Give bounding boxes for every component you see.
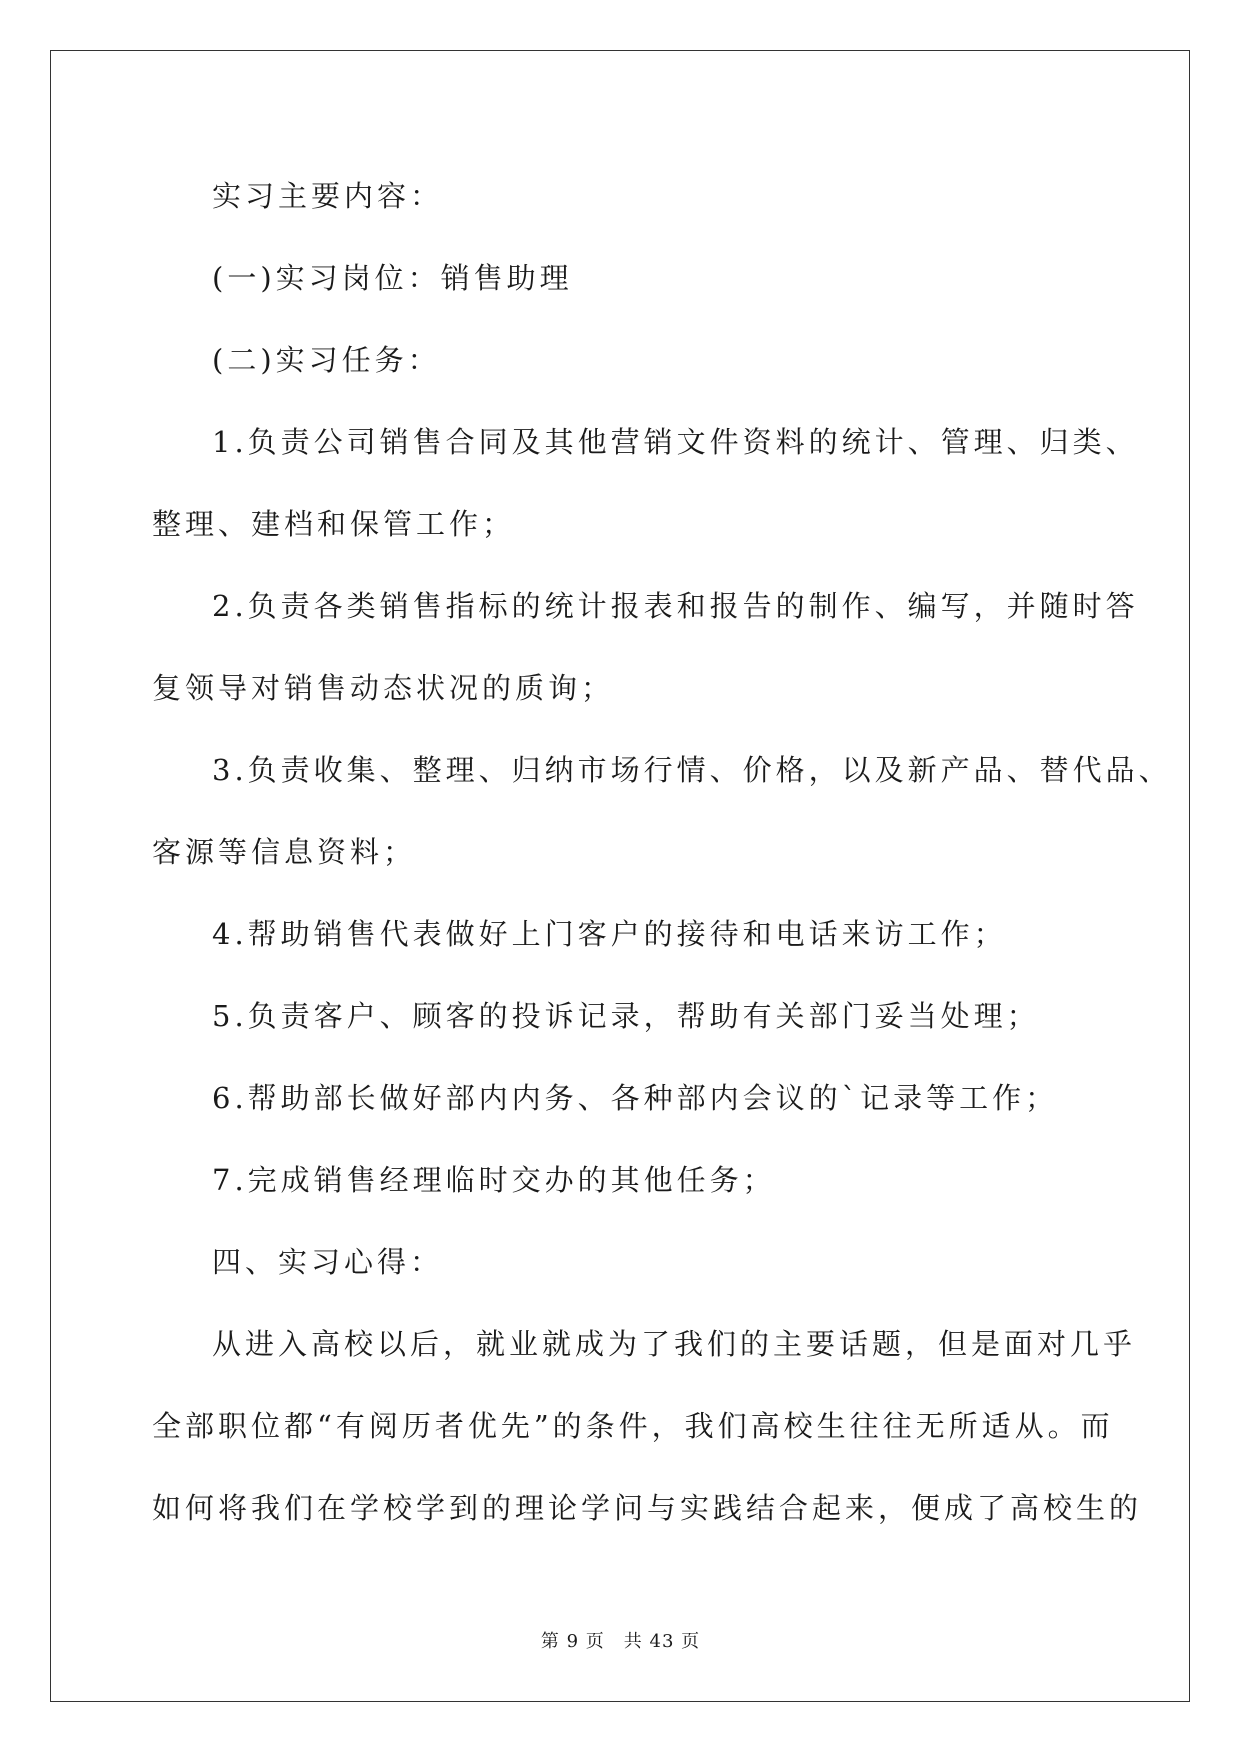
text-line: 复领导对销售动态状况的质询；	[152, 671, 615, 705]
text-line: (二)实习任务：	[212, 343, 441, 377]
text-line: 2.负责各类销售指标的统计报表和报告的制作、编写，并随时答	[212, 589, 1139, 623]
text-line: 5.负责客户、顾客的投诉记录，帮助有关部门妥当处理；	[212, 999, 1040, 1033]
document-body	[152, 155, 1172, 1549]
text-line: 6.帮助部长做好部内内务、各种部内会议的`记录等工作；	[212, 1081, 1059, 1115]
text-line: 客源等信息资料；	[152, 835, 417, 869]
section-heading: 四、实习心得：	[212, 1245, 444, 1279]
text-line: 如何将我们在学校学到的理论学问与实践结合起来，便成了高校生的	[152, 1491, 1143, 1525]
text-line: 实习主要内容：	[212, 179, 444, 213]
page-number-footer: 第 9 页 共 43 页	[540, 1631, 701, 1652]
text-line: 1.负责公司销售合同及其他营销文件资料的统计、管理、归类、	[212, 425, 1139, 459]
text-line: 全部职位都“有阅历者优先”的条件，我们高校生往往无所适从。而	[152, 1409, 1114, 1443]
text-line: 3.负责收集、整理、归纳市场行情、价格，以及新产品、替代品、	[212, 753, 1172, 787]
text-line: 4.帮助销售代表做好上门客户的接待和电话来访工作；	[212, 917, 1007, 951]
text-line: 整理、建档和保管工作；	[152, 507, 516, 541]
text-line: 7.完成销售经理临时交办的其他任务；	[212, 1163, 776, 1197]
text-line: 从进入高校以后，就业就成为了我们的主要话题，但是面对几乎	[212, 1327, 1137, 1361]
text-line: (一)实习岗位：销售助理	[212, 261, 573, 295]
